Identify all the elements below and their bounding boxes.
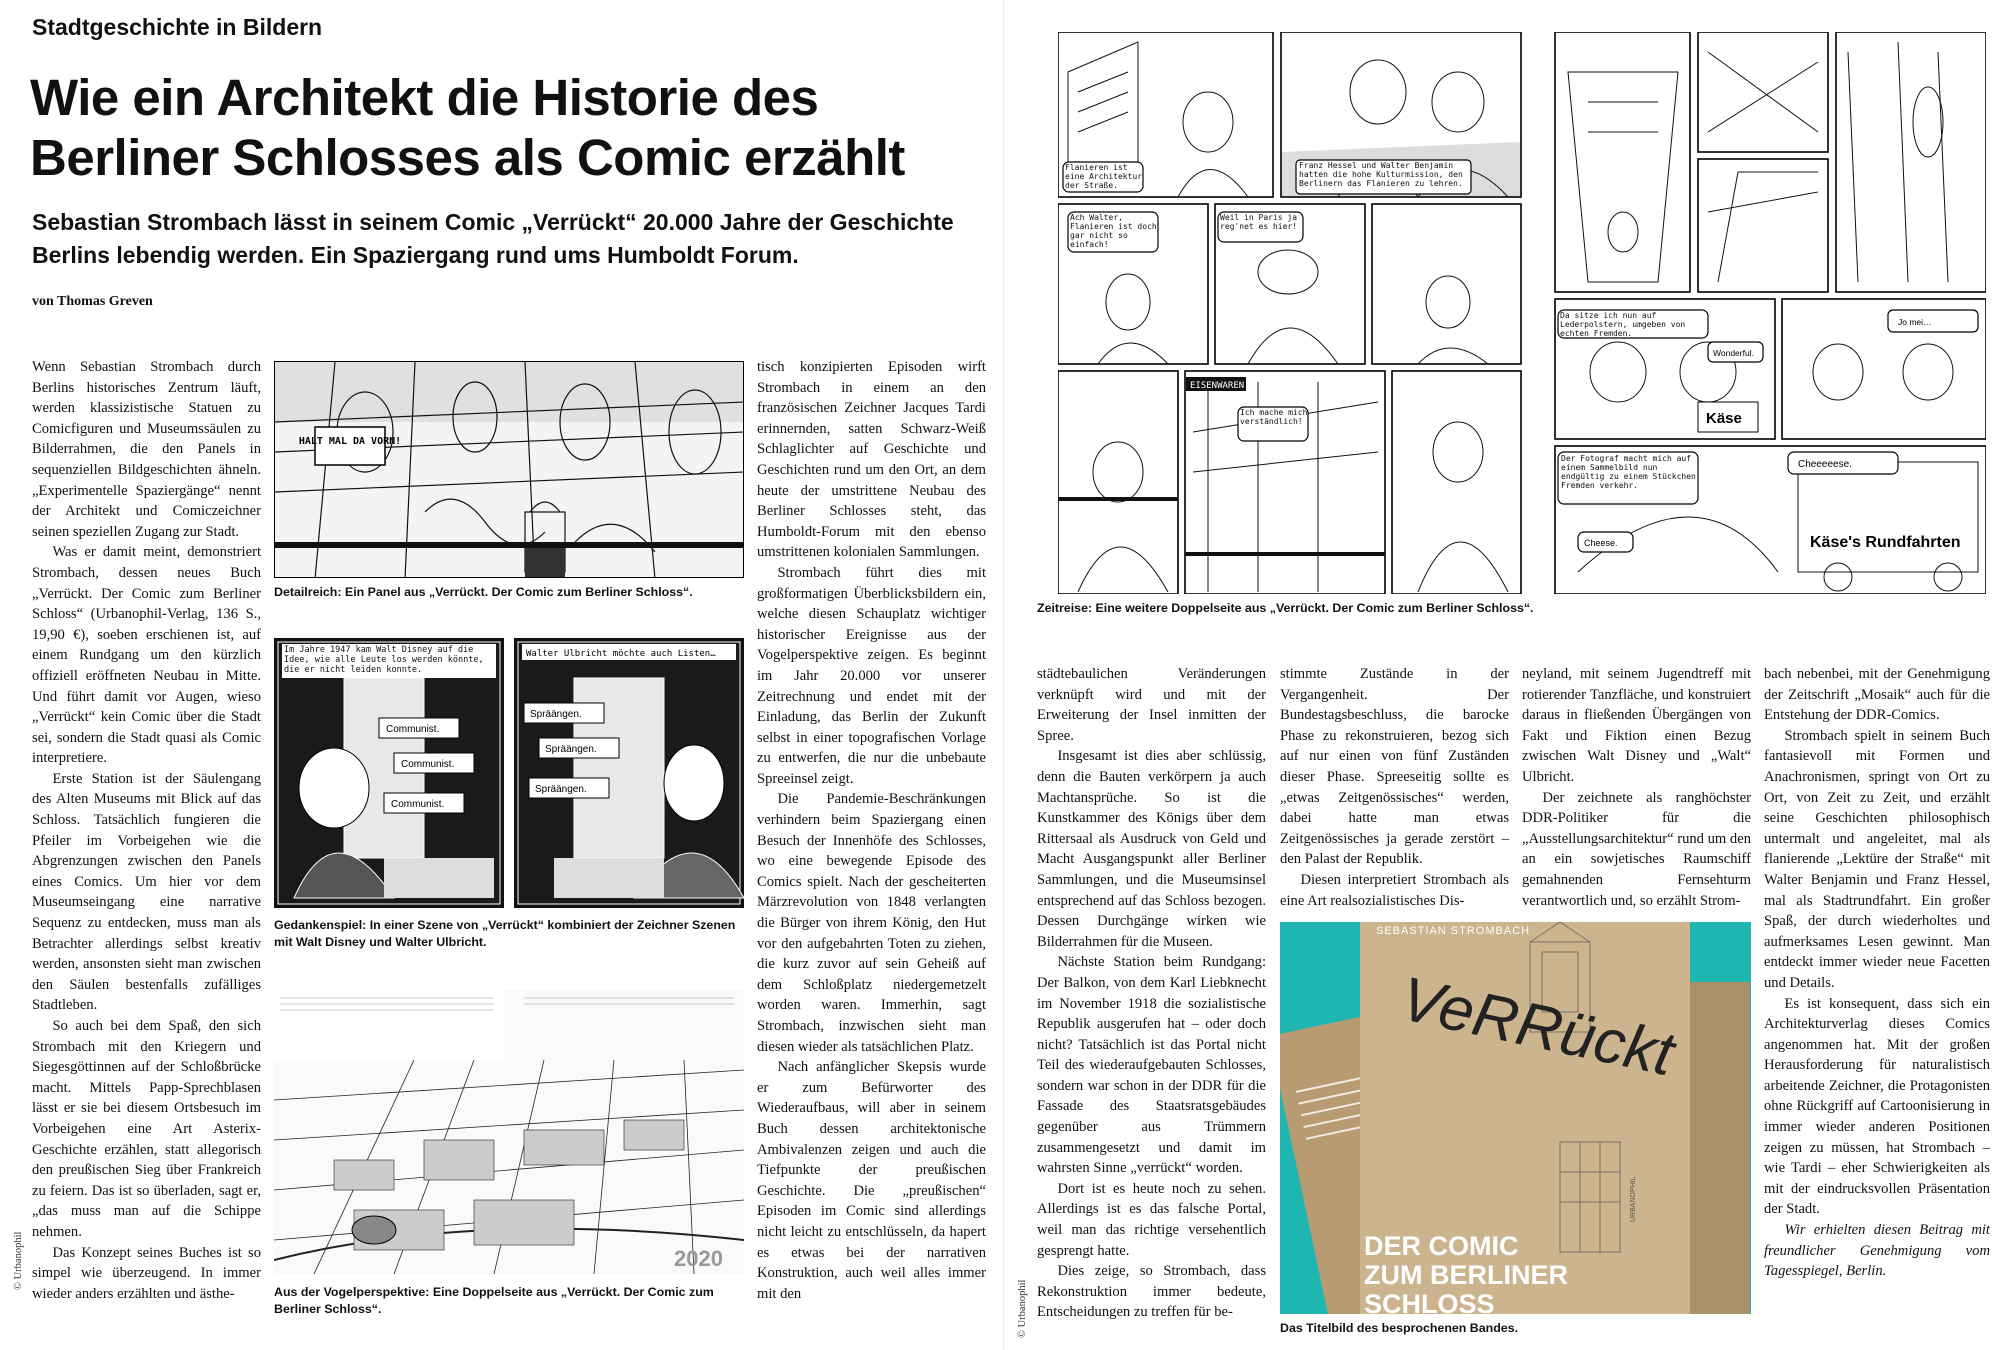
caption-gedankenspiel: Gedankenspiel: In einer Szene von „Verrückt“ kombiniert der Zeichner Szenen mit Walt Disney und Walter Ulbricht. [274,918,736,949]
comic-rundfahrten-sign: Käse's Rundfahrten [1810,534,1961,551]
figure-disney-ulbricht [274,638,744,908]
photo-credit-right: © Urbanophil [1017,1279,1028,1338]
paragraph: Erste Station ist der Säulengang des Alten Museums mit Blick auf das Schloss. Tatsächlich fungieren die Pfeiler im Vorbeigehen wie die Abgrenzungen zwischen den Panels eines Comics. Um hier vor dem Museumseingang eine narrative Sequenz zu entdecken, muss man als Betrachter allerdings selbst kreativ werden, ansonsten sieht man zwischen den Säulen bestenfalls zufälliges Stadtleben. [32,770,261,1014]
comic-bubble-b10: Cheeeeese. [1798,459,1852,470]
paragraph: bach nebenbei, mit der Genehmigung der Zeitschrift „Mosaik“ auch für die Entstehung der DDR-Comics. [1764,666,1990,724]
paragraph: Diesen interpretiert Strombach als eine Art realsozialistisches Dis- [1280,871,1509,909]
figure-zeitreise-comic-spread [1058,32,1986,594]
comic-bubble-b11: Cheese. [1584,538,1618,548]
comic-year-label: 2020 [674,1246,723,1271]
acknowledgement-note: Wir erhielten diesen Beitrag mit freundlicher Genehmigung vom Tagesspiegel, Berlin. [1764,1222,1990,1280]
kicker: Stadtgeschichte in Bildern [32,14,323,40]
book-title-script: VeRRückt [1394,964,1680,1090]
comic-kaese-sign: Käse [1706,410,1742,427]
figure-book-cover [1280,922,1751,1314]
article-column-1 [32,357,261,1304]
page-gutter [1003,0,1004,1350]
comic-bubble-b2: Franz Hessel und Walter Benjamin hatten die hohe Kulturmission, den Berlinern das Flanieren zu lehren. [1299,161,1463,188]
comic-bubble-spraengen-3: Spräängen. [535,784,587,795]
comic-bubble-b4: Weil in Paris ja reg'net es hier! [1220,213,1298,231]
book-subtitle-line2: ZUM BERLINER [1364,1260,1568,1290]
article-column-r4 [1764,664,1990,1282]
comic-disney-ulbricht-drawing [274,638,744,908]
article-column-3 [757,357,986,1304]
comic-caption-ulbricht: Walter Ulbricht möchte auch Listen… [526,649,716,659]
comic-caption-disney: Im Jahre 1947 kam Walt Disney auf die Idee, wie alle Leute los werden könnte, die er nicht leiden konnte. [284,645,484,675]
comic-shop-sign: EISENWAREN [1190,381,1245,391]
comic-bubble-communist-3: Communist. [391,799,445,810]
caption-detail: Detailreich: Ein Panel aus „Verrückt. Der Comic zum Berliner Schloss“. [274,585,693,599]
book-subtitle-line3: SCHLOSS [1364,1289,1495,1314]
article-column-r3 [1522,664,1751,911]
paragraph: Dies zeige, so Strombach, dass Rekonstruktion immer bedeute, Entscheidungen zu treffen für be- [1037,1263,1266,1321]
paragraph: tisch konzipierten Episoden wirft Strombach in einem an den französischen Zeichner Jacques Tardi erinnernden, satten Schwarz-Weiß Schlaglichter auf Geschichte und Geschichten rund um den Ort, an dem heute der umstrittene Neubau des Berliner Schlosses steht, das Humboldt-Forum mit den ebenso umstrittenen kolonialen Sammlungen. [757,359,986,561]
paragraph: Insgesamt ist dies aber schlüssig, denn die Bauten verkörpern ja auch Machtansprüche. So ist die Kunstkammer des Königs über dem Rittersaal als Ausdruck von Geld und Macht Ausgangspunkt aller Berliner Sammlungen, und die Museumsinsel entsprechend auf das Schloss bezogen. Dessen Durchgänge wirken wie Bilderrahmen für die Museen. [1037,748,1266,950]
paragraph: neyland, mit seinem Jugendtreff mit rotierender Tanzfläche, und konstruiert daraus in fließenden Übergängen von Fakt und Fiktion einen Bezug zwischen Walt Disney und „Walt“ Ulbricht. [1522,666,1751,785]
comic-bubble-spraengen-2: Spräängen. [545,744,597,755]
paragraph: Das Konzept seines Buches ist so simpel wie überzeugend. In immer wieder anders erzählten und ästhe- [32,1244,261,1302]
comic-bubble-spraengen-1: Spräängen. [530,709,582,720]
book-publisher: URBANOPHIL [1630,1176,1637,1222]
photo-credit-left: © Urbanophil [13,1231,24,1290]
article-column-r1 [1037,664,1266,1323]
paragraph: Der zeichnete als ranghöchster DDR-Politiker für die „Ausstellungsarchitektur“ rund um den an ein sowjetisches Raumschiff gemahnenden Fernsehturm verantwortlich und, so erzählt Strom- [1522,789,1751,909]
paragraph: Strombach spielt in seinem Buch fantasievoll mit Formen und Anachronismen, springt von Ort zu Ort, von Zeit zu Zeit, und erzählt seine Geschichten philosophisch untermalt und angeleitet, mal als flanierende „Lektüre der Straße“ mit Walter Benjamin und Franz Hessel, mal als Stadtrundfahrt. Ein großer Spaß, der durch wiederholtes und aufmerksames Lesen gewinnt. Man entdeckt immer wieder neue Facetten und Details. [1764,727,1990,991]
comic-bubble-b6: Da sitze ich nun auf Lederpolstern, umgeben von echten Fremden. [1560,311,1686,338]
paragraph: Wenn Sebastian Strombach durch Berlins historisches Zentrum läuft, werden klassizistische Statuen zu Comicfiguren und Museumssäulen zu Bilderrahmen, die den Panels in sequenziellen Bildgeschichten ähneln. „Experimentelle Spaziergänge“ nennt der Architekt und Comiczeichner seinen speziellen Zugang zur Stadt. [32,359,261,540]
comic-bubble-b5: Ich mache mich verständlich! [1240,408,1308,426]
comic-bubble-b7: Wonderful. [1713,348,1754,358]
comic-spread-drawing [1058,32,1986,594]
comic-bubble-b8: Jo mei… [1898,317,1932,327]
paragraph: Strombach führt dies mit großformatigen Überblicksbildern ein, welche diesen Schauplatz wichtiger historischer Ereignisse aus der Vogelperspektive zeigen. Es beginnt im Jahr 20.000 vor unserer Zeitrechnung und endet mit der Einladung, das Berlin der Zukunft selbst in einer topografischen Vorlage zu entwerfen, die nur die unbebaute Spreeinsel zeigt. [757,564,986,787]
paragraph: Nach anfänglicher Skepsis wurde er zum Befürworter des Wiederaufbaus, will aber in seinem Buch dessen architektonische Ambivalenzen zeigen und auch die Tiefpunkte der preußischen Geschichte. Die „preußischen“ Episoden im Comic sind allerdings nicht leicht zu entschlüsseln, da hapert es etwas bei der narrativen Konstruktion, auch weil alles immer mit den [757,1059,986,1302]
paragraph: So auch bei dem Spaß, den sich Strombach mit den Kriegern und Siegesgöttinnen auf der Schloßbrücke macht. Mittels Papp-Sprechblasen lässt er sie bei diesem Ortsbesuch im Vorbeigehen eine Art Asterix-Geschichte erzählen, statt allegorisch den preußischen Sieg über Frankreich zu feiern. Das ist so überladen, sagt er, „das muss man auf die Schippe nehmen. [32,1018,261,1240]
comic-statues-drawing [275,362,744,578]
paragraph: Was er damit meint, demonstriert Strombach, dessen neues Buch „Verrückt. Der Comic zum Berliner Schloss“ (Urbanophil-Verlag, 136 S., 19,90 €), soeben erschienen ist, auf einem Rundgang um den kürzlich offiziell eröffneten Neubau in Mitte. Und führt damit vor Augen, wieso „Verrückt“ kein Comic über die Stadt sei, sondern die Stadt quasi als Comic interpretiere. [32,544,261,767]
comic-birdseye-drawing [274,990,744,1274]
lead-paragraph: Sebastian Strombach lässt in seinem Comic „Verrückt“ 20.000 Jahre der Geschichte Berlins lebendig werden. Ein Spaziergang rund ums Humboldt Forum. [32,209,954,268]
book-author: SEBASTIAN STROMBACH [1376,925,1531,937]
comic-bubble-communist-2: Communist. [401,759,455,770]
paragraph: städtebaulichen Veränderungen verknüpft wird und mit der Erweiterung der Insel inmitten der Spree. [1037,666,1266,744]
paragraph: Die Pandemie-Beschränkungen verhindern beim Spaziergang einen Besuch der Innenhöfe des Schlosses, wo eine bewegende Episode des Comics spielt. Nach der gescheiterten Märzrevolution von 1848 verlangten die Bürger von ihrem König, den Hut vor den aufgebahrten Toten zu ziehen, die kurz zuvor auf sein Geheiß auf dem Schloßplatz niedergemetzelt worden waren. Immerhin, sagt Strombach, inzwischen sieht man diesen wieder als tatsächlichen Platz. [757,791,986,1055]
figure-detail-panel [274,361,744,578]
caption-zeitreise: Zeitreise: Eine weitere Doppelseite aus „Verrückt. Der Comic zum Berliner Schloss“. [1037,601,1534,615]
article-column-r2 [1280,664,1509,911]
paragraph: Dort ist es heute noch zu sehen. Allerdings ist es das falsche Portal, weil man das richtige versehentlich gesprengt hatte. [1037,1180,1266,1259]
book-cover-photo [1280,922,1751,1314]
headline: Wie ein Architekt die Historie des Berliner Schlosses als Comic erzählt [30,69,905,186]
comic-bubble-communist-1: Communist. [386,724,440,735]
comic-bubble-b9: Der Fotograf macht mich auf einem Sammelbild nun endgültig zu einem Stückchen Fremden verkehr. [1561,454,1696,490]
book-subtitle-line1: DER COMIC [1364,1231,1519,1261]
paragraph: Es ist konsequent, dass sich ein Architekturverlag dieses Comics angenommen hat. Mit der großen Herausforderung für naturalistisch arbeitende Zeichner, die Protagonisten ohne Rückgriff auf Cartoonisierung in immer wieder anderen Positionen zeigen zu müssen, hat Strombach – wie Tardi – eher Schwierigkeiten als mit der eindrucksvollen Präsentation der Stadt. [1764,995,1990,1218]
figure-vogelperspektive [274,990,744,1274]
comic-bubble-b3: Ach Walter, Flanieren ist doch gar nicht so einfach! [1070,213,1157,249]
paragraph: stimmte Zustände in der Vergangenheit. Der Bundestagsbeschluss, die barocke Phase zu rekonstruieren, bezog sich auf nur einen von fünf Zuständen dieser Phase. Spreeseitig sollte es „etwas Zeitgenössisches“ werden, dabei hatte man etwas Zeitgenössisches ja gerade zerstört – den Palast der Republik. [1280,666,1509,868]
comic-bubble-halt: HALT MAL DA VORN! [298,436,402,447]
caption-book-cover: Das Titelbild des besprochenen Bandes. [1280,1321,1519,1335]
caption-vogelperspektive: Aus der Vogelperspektive: Eine Doppelseite aus „Verrückt. Der Comic zum Berliner Schloss“. [274,1285,714,1316]
comic-bubble-b1: Flanieren ist eine Architektur der Straße. [1065,163,1143,190]
byline: von Thomas Greven [32,294,153,309]
paragraph: Nächste Station beim Rundgang: Der Balkon, von dem Karl Liebknecht im November 1918 die sozialistische Republik ausgerufen hat – oder doch nicht? Tatsächlich ist das Portal nicht Teil des wiederaufgebauten Schlosses, sondern war schon in der DDR für die Fassade des Staatsratsgebäudes gegenüber aus Trümmern zusammengesetzt und damit im wahrsten Sinne „verrückt“ worden. [1037,954,1266,1177]
